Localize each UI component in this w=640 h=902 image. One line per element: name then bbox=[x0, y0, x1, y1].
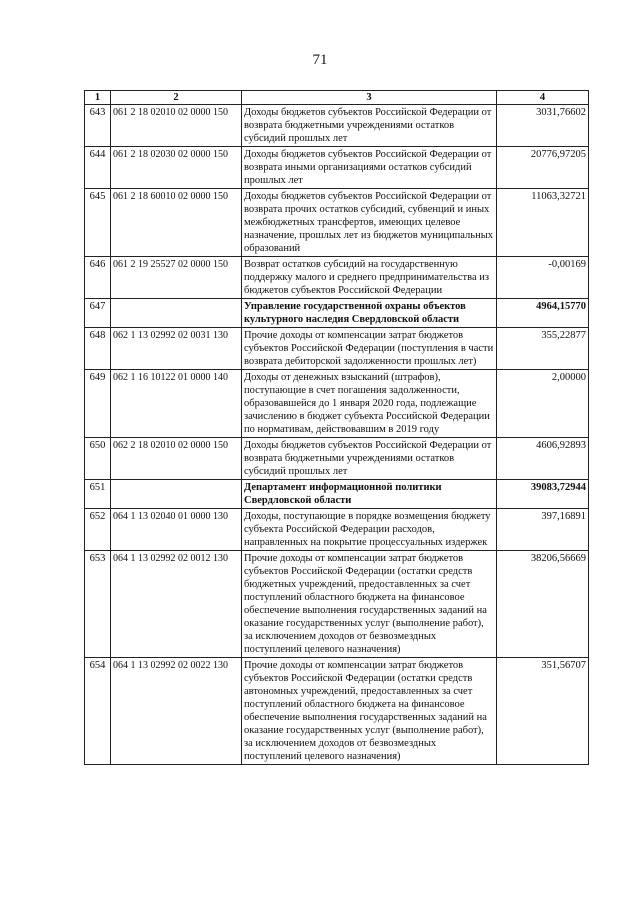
column-header-amount: 4 bbox=[497, 91, 589, 105]
budget-code-cell: 061 2 18 60010 02 0000 150 bbox=[111, 189, 242, 257]
amount-cell: 4964,15770 bbox=[497, 299, 589, 328]
row-number-cell: 649 bbox=[85, 370, 111, 438]
budget-revenue-table bbox=[84, 90, 589, 765]
description-cell: Доходы от денежных взысканий (штрафов), поступающие в счет погашения задолженности, образовавшейся до 1 января 2020 года, подлежащие зачислению в бюджет субъекта Российской Федерации по нормативам, действовавшим в 2019 году bbox=[242, 370, 497, 438]
description-cell: Прочие доходы от компенсации затрат бюджетов субъектов Российской Федерации (остатки средств автономных учреждений, предоставленных за счет поступлений областного бюджета на финансовое обеспечение выполнения государственных заданий на оказание государственных услуг (выполнение работ), за исключением доходов от безвозмездных поступлений целевого назначения) bbox=[242, 658, 497, 765]
table-row bbox=[85, 480, 589, 509]
description-cell: Управление государственной охраны объектов культурного наследия Свердловской области bbox=[242, 299, 497, 328]
row-number-cell: 654 bbox=[85, 658, 111, 765]
row-number-cell: 653 bbox=[85, 551, 111, 658]
budget-code-cell bbox=[111, 299, 242, 328]
table-row bbox=[85, 257, 589, 299]
amount-cell: 20776,97205 bbox=[497, 147, 589, 189]
table-row bbox=[85, 189, 589, 257]
table-row bbox=[85, 105, 589, 147]
amount-cell: 3031,76602 bbox=[497, 105, 589, 147]
table-row bbox=[85, 658, 589, 765]
budget-code-cell: 061 2 18 02010 02 0000 150 bbox=[111, 105, 242, 147]
budget-code-cell: 064 1 13 02992 02 0012 130 bbox=[111, 551, 242, 658]
table-row bbox=[85, 438, 589, 480]
table-row bbox=[85, 370, 589, 438]
table-row bbox=[85, 328, 589, 370]
amount-cell: 38206,56669 bbox=[497, 551, 589, 658]
budget-code-cell: 062 1 13 02992 02 0031 130 bbox=[111, 328, 242, 370]
page-number: 71 bbox=[312, 52, 328, 68]
description-cell: Доходы бюджетов субъектов Российской Федерации от возврата бюджетными учреждениями остатков субсидий прошлых лет bbox=[242, 438, 497, 480]
row-number-cell: 644 bbox=[85, 147, 111, 189]
table-row bbox=[85, 147, 589, 189]
row-number-cell: 648 bbox=[85, 328, 111, 370]
description-cell: Прочие доходы от компенсации затрат бюджетов субъектов Российской Федерации (поступления в части возврата дебиторской задолженности прошлых лет) bbox=[242, 328, 497, 370]
description-cell: Доходы бюджетов субъектов Российской Федерации от возврата иными организациями остатков субсидий прошлых лет bbox=[242, 147, 497, 189]
table-header-row bbox=[85, 91, 589, 105]
table-row bbox=[85, 551, 589, 658]
description-cell: Доходы, поступающие в порядке возмещения бюджету субъекта Российской Федерации расходов, направленных на покрытие процессуальных издержек bbox=[242, 509, 497, 551]
amount-cell: -0,00169 bbox=[497, 257, 589, 299]
column-header-number: 1 bbox=[85, 91, 111, 105]
column-header-description: 3 bbox=[242, 91, 497, 105]
table-row bbox=[85, 299, 589, 328]
description-cell: Возврат остатков субсидий на государственную поддержку малого и среднего предпринимательства из бюджетов субъектов Российской Федерации bbox=[242, 257, 497, 299]
row-number-cell: 646 bbox=[85, 257, 111, 299]
budget-code-cell: 061 2 19 25527 02 0000 150 bbox=[111, 257, 242, 299]
amount-cell: 11063,32721 bbox=[497, 189, 589, 257]
row-number-cell: 650 bbox=[85, 438, 111, 480]
budget-code-cell: 062 1 16 10122 01 0000 140 bbox=[111, 370, 242, 438]
row-number-cell: 647 bbox=[85, 299, 111, 328]
column-header-code: 2 bbox=[111, 91, 242, 105]
table-row bbox=[85, 509, 589, 551]
amount-cell: 355,22877 bbox=[497, 328, 589, 370]
budget-code-cell: 064 1 13 02992 02 0022 130 bbox=[111, 658, 242, 765]
row-number-cell: 651 bbox=[85, 480, 111, 509]
row-number-cell: 643 bbox=[85, 105, 111, 147]
row-number-cell: 645 bbox=[85, 189, 111, 257]
budget-code-cell: 061 2 18 02030 02 0000 150 bbox=[111, 147, 242, 189]
row-number-cell: 652 bbox=[85, 509, 111, 551]
amount-cell: 4606,92893 bbox=[497, 438, 589, 480]
description-cell: Департамент информационной политики Свердловской области bbox=[242, 480, 497, 509]
amount-cell: 39083,72944 bbox=[497, 480, 589, 509]
amount-cell: 2,00000 bbox=[497, 370, 589, 438]
amount-cell: 397,16891 bbox=[497, 509, 589, 551]
budget-code-cell: 064 1 13 02040 01 0000 130 bbox=[111, 509, 242, 551]
description-cell: Прочие доходы от компенсации затрат бюджетов субъектов Российской Федерации (остатки средств бюджетных учреждений, предоставленных за счет поступлений областного бюджета на финансовое обеспечение выполнения государственных заданий на оказание государственных услуг (выполнение работ), за исключением доходов от безвозмездных поступлений целевого назначения) bbox=[242, 551, 497, 658]
description-cell: Доходы бюджетов субъектов Российской Федерации от возврата прочих остатков субсидий, субвенций и иных межбюджетных трансфертов, имеющих целевое назначение, прошлых лет из бюджетов муниципальных образований bbox=[242, 189, 497, 257]
budget-code-cell: 062 2 18 02010 02 0000 150 bbox=[111, 438, 242, 480]
budget-code-cell bbox=[111, 480, 242, 509]
description-cell: Доходы бюджетов субъектов Российской Федерации от возврата бюджетными учреждениями остатков субсидий прошлых лет bbox=[242, 105, 497, 147]
table-body bbox=[85, 105, 589, 765]
amount-cell: 351,56707 bbox=[497, 658, 589, 765]
